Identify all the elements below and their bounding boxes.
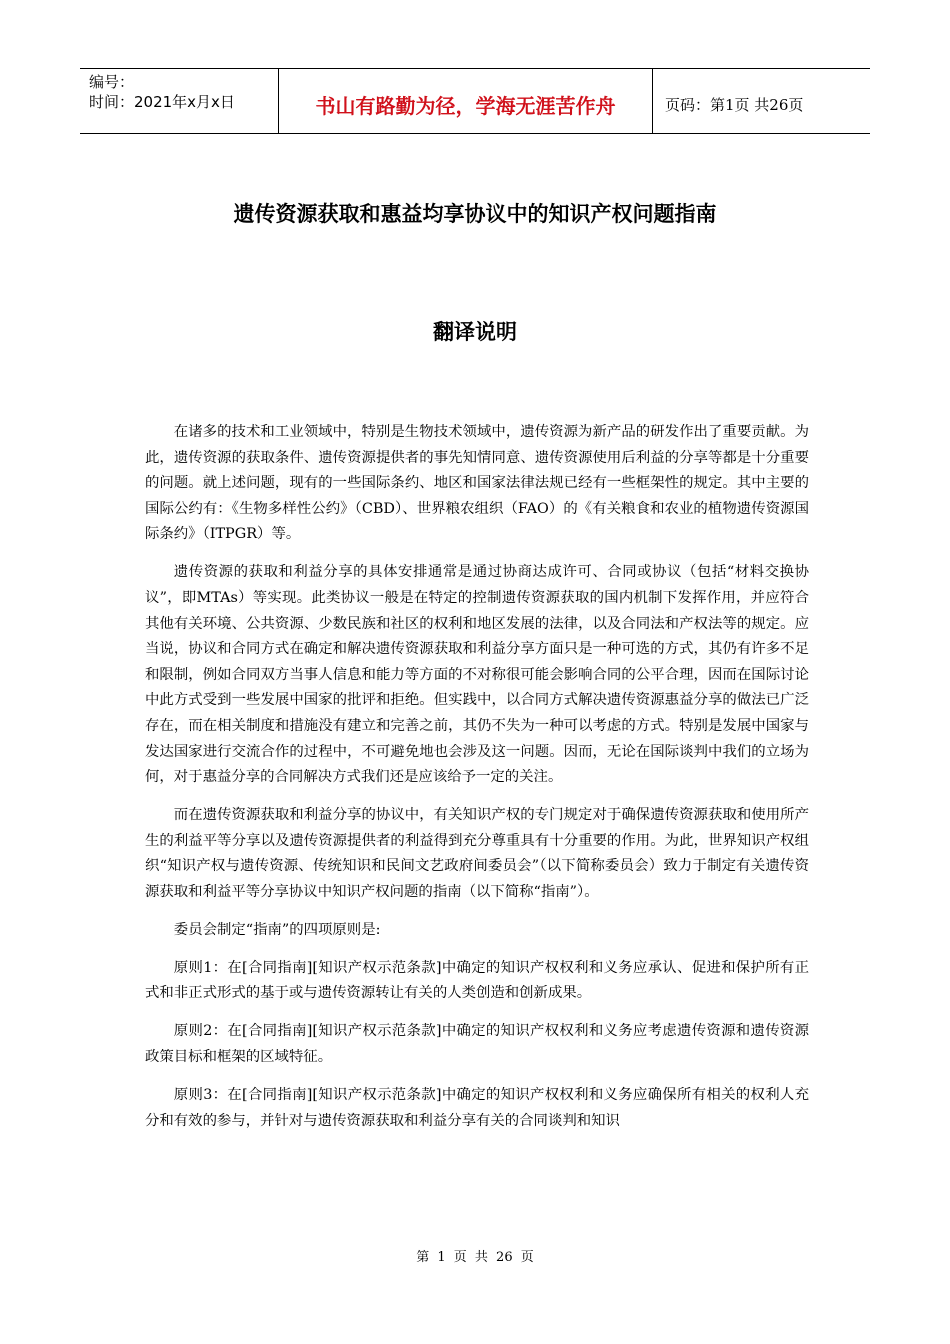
document-subtitle: 翻译说明 [433, 320, 517, 344]
paragraph-3: 而在遗传资源获取和利益分享的协议中，有关知识产权的专门规定对于确保遗传资源获取和使用所产生的利益平等分享以及遗传资源提供者的利益得到充分尊重具有十分重要的作用。为此，世界知识产权组织“知识产权与遗传资源、传统知识和民间文艺政府间委员会”（以下简称委员会）致力于制定有关遗传资源获取和利益平等分享协议中知识产权问题的指南（以下简称“指南”）。 [145, 807, 809, 900]
body-text [145, 420, 809, 1147]
paragraph-1: 在诸多的技术和工业领域中，特别是生物技术领域中，遗传资源为新产品的研发作出了重要贡献。为此，遗传资源的获取条件、遗传资源提供者的事先知情同意、遗传资源使用后利益的分享等都是十分重要的问题。就上述问题，现有的一些国际条约、地区和国家法律法规已经有一些框架性的规定。其中主要的国际公约有：《生物多样性公约》（CBD）、世界粮农组织（FAO）的《有关粮食和农业的植物遗传资源国际条约》（ITPGR）等。 [145, 424, 809, 543]
document-date: 时间：2021年x月x日 [89, 93, 235, 111]
header-motto: 书山有路勤为径，学海无涯苦作舟 [279, 69, 653, 133]
header-left-cell [80, 69, 279, 133]
header-table [80, 68, 870, 134]
document-number-label: 编号： [89, 73, 135, 91]
paragraph-2: 遗传资源的获取和利益分享的具体安排通常是通过协商达成许可、合同或协议（包括“材料交换协议”，即MTAs）等实现。此类协议一般是在特定的控制遗传资源获取的国内机制下发挥作用，并应符合其他有关环境、公共资源、少数民族和社区的权利和地区发展的法律，以及合同法和产权法等的规定。应当说，协议和合同方式在确定和解决遗传资源获取和利益分享方面只是一种可选的方式，其仍有许多不足和限制，例如合同双方当事人信息和能力等方面的不对称很可能会影响合同的公平合理，因而在国际讨论中此方式受到一些发展中国家的批评和拒绝。但实践中，以合同方式解决遗传资源惠益分享的做法已广泛存在，而在相关制度和措施没有建立和完善之前，其仍不失为一种可以考虑的方式。特别是发展中国家与发达国家进行交流合作的过程中，不可避免地也会涉及这一问题。因而，无论在国际谈判中我们的立场为何，对于惠益分享的合同解决方式我们还是应该给予一定的关注。 [145, 564, 809, 786]
document-title: 遗传资源获取和惠益均享协议中的知识产权问题指南 [233, 202, 717, 226]
paragraph-principle-3: 原则3：在[合同指南][知识产权示范条款]中确定的知识产权权利和义务应确保所有相关的权利人充分和有效的参与，并针对与遗传资源获取和利益分享有关的合同谈判和知识 [145, 1087, 809, 1129]
header-page-code: 页码：第1页 共26页 [665, 95, 804, 114]
page-footer: 第 1 页 共 26 页 [416, 1250, 534, 1265]
paragraph-principle-2: 原则2：在[合同指南][知识产权示范条款]中确定的知识产权权利和义务应考虑遗传资源和遗传资源政策目标和框架的区域特征。 [145, 1023, 809, 1066]
paragraph-principle-1: 原则1：在[合同指南][知识产权示范条款]中确定的知识产权权利和义务应承认、促进和保护所有正式和非正式形式的基于或与遗传资源转让有关的人类创造和创新成果。 [145, 959, 809, 1002]
paragraph-4: 委员会制定“指南”的四项原则是: [173, 921, 381, 938]
